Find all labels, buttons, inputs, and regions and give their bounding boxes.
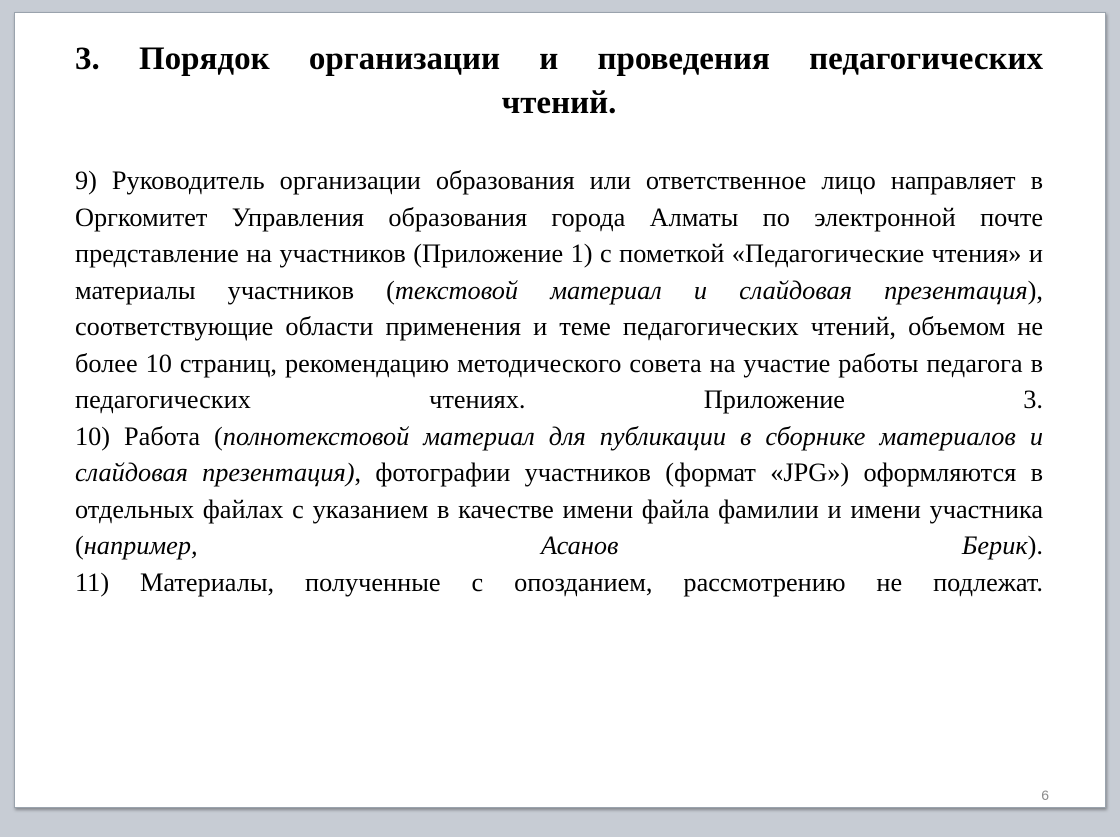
paragraph-9 [75,163,1043,419]
slide-title-line-1: 3. Порядок организации и проведения педагогических [75,41,1043,77]
slide [14,12,1106,808]
paragraph-10-text-3: ). [1027,531,1043,560]
paragraph-11: 11) Материалы, полученные с опозданием, рассмотрению не подлежат. [75,567,1043,597]
paragraph-9-text-2: ), соответствующие области применения и теме педагогических чтений, объемом не более 10 страниц, рекомендацию методического совета на участие работы педагога в педагогических чтениях. Приложение 3. [75,275,1043,414]
paragraph-10-text-1: 10) Работа ( [75,421,223,451]
page-number: 6 [1041,787,1049,803]
paragraph-10-text-2: , фотографии участников (формат «JPG») оформляются в отдельных файлах с указанием в качестве имени файла фамилии и имени участника ( [75,458,1043,560]
slide-title-line-2: чтений. [501,85,617,121]
paragraph-10-italic-1: полнотекстовой материал для публикации в сборнике материалов и слайдовая презентация) [75,421,1043,487]
slide-body [75,163,1043,601]
paragraph-10 [75,419,1043,565]
paragraph-9-text-1: 9) Руководитель организации образования или ответственное лицо направляет в Оргкомитет Управления образования города Алматы по электронной почте представление на участников (Приложение 1) с пометкой «Педагогические чтения» и материалы участников ( [75,166,1043,305]
slide-title [75,37,1043,125]
paragraph-9-italic-1: текстовой материал и слайдовая презентация [394,275,1028,305]
paragraph-10-italic-2: например, Асанов Берик [83,531,1028,560]
